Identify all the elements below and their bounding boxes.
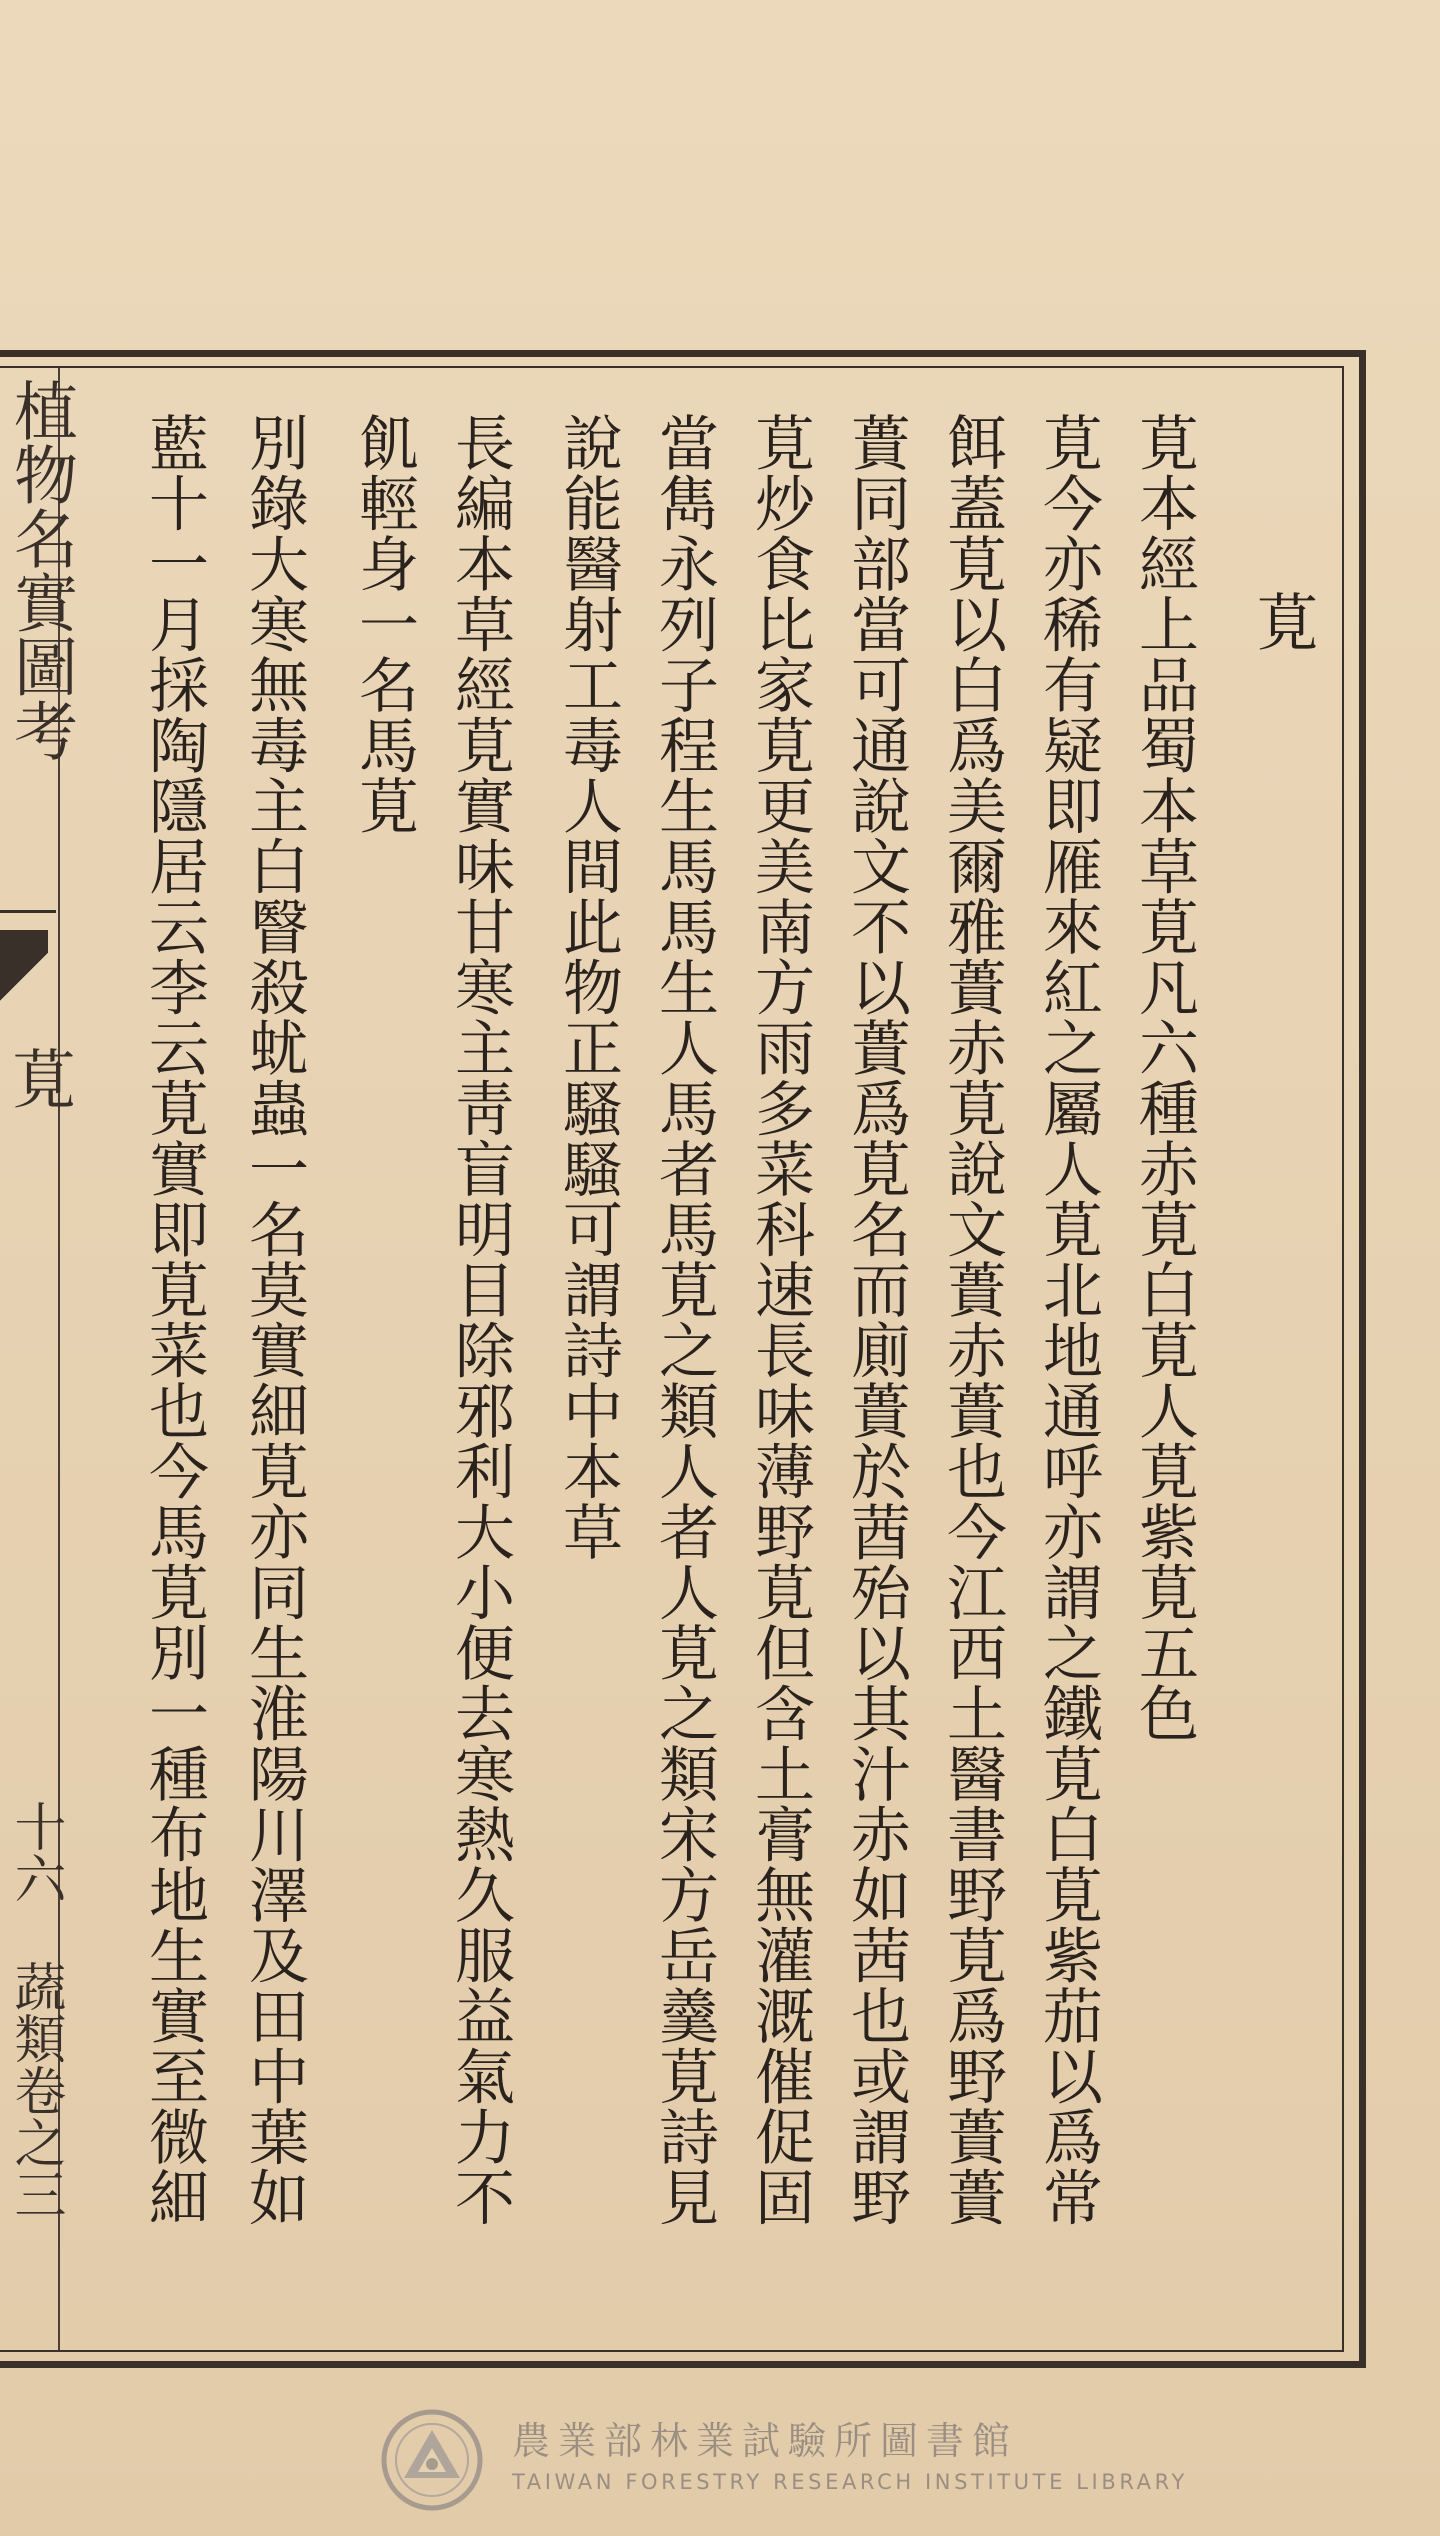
library-watermark xyxy=(380,2408,1188,2518)
text-column: 飢輕身一名馬莧 xyxy=(349,412,419,836)
text-column: 餌蓋莧以白爲美爾雅蕢赤莧說文蕢赤蕢也今江西土醫書野莧爲野蕢蕢 xyxy=(937,412,1007,2227)
text-column: 說能醫射工毒人間此物正騷騷可謂詩中本草 xyxy=(553,412,623,1562)
fishtail-mark xyxy=(0,930,48,1024)
entry-title: 莧 xyxy=(1,1046,75,1110)
library-seal-icon xyxy=(380,2408,484,2512)
section-label: 蔬類卷之三 xyxy=(5,1960,65,2220)
entry-heading: 莧 xyxy=(1246,590,1319,652)
text-column: 蕢同部當可通說文不以蕢爲莧名而廁蕢於莤殆以其汁赤如茜也或謂野 xyxy=(841,412,911,2227)
text-column: 莧今亦稀有疑即雁來紅之屬人莧北地通呼亦謂之鐵莧白莧紫茄以爲常 xyxy=(1033,412,1103,2227)
text-column: 當雋永列子程生馬馬生人馬者馬莧之類人者人莧之類宋方岳羹莧詩見 xyxy=(649,412,719,2227)
text-column: 長編本草經莧實味甘寒主靑盲明目除邪利大小便去寒熱久服益氣力不 xyxy=(445,412,515,2227)
text-column: 莧本經上品蜀本草莧凡六種赤莧白莧人莧紫莧五色 xyxy=(1129,412,1199,1743)
page-number: 十六 xyxy=(5,1800,65,1904)
text-column: 藍十一月採陶隱居云李云莧實即莧菜也今馬莧別一種布地生實至微細 xyxy=(139,412,209,2227)
fishtail-rule xyxy=(0,910,56,913)
text-column: 別錄大寒無毒主白瞖殺蚘蟲一名莫實細莧亦同生淮陽川澤及田中葉如 xyxy=(239,412,309,2227)
library-name-zh: 農業部林業試驗所圖書館 xyxy=(512,2419,1019,2463)
library-name-en: TAIWAN FORESTRY RESEARCH INSTITUTE LIBRARY xyxy=(512,2470,1188,2494)
book-title: 植物名實圖考 xyxy=(3,378,77,762)
text-column: 莧炒食比家莧更美南方雨多菜科速長味薄野莧但含土膏無灌溉催促固 xyxy=(745,412,815,2227)
